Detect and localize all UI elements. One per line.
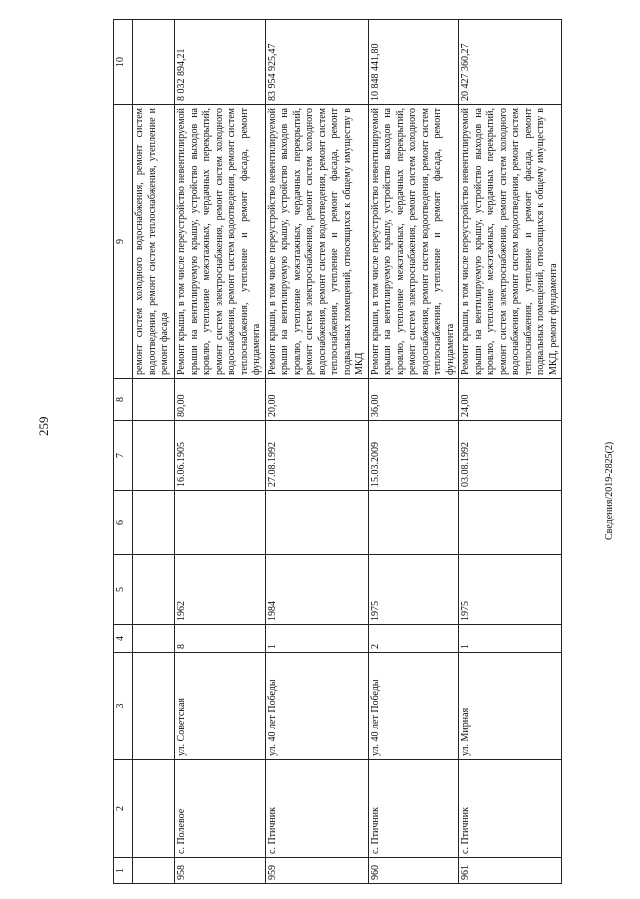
- works-cell: Ремонт крыши, в том числе переустройство невентилируемой крыши на вентилируемую крышу, устройство выходов на кровлю, утепление межэтажных, чердачных перекрытий, ремонт систем электроснабжения, ремонт систем холодного водоснабжения, ремонт систем водоотведения, ремонт систем теплоснабжения, утепление и ремонт фасада, ремонт фундамента: [368, 105, 459, 379]
- continuation-row: [133, 20, 175, 884]
- date-cell: 16.06.1905: [175, 421, 266, 491]
- value-cell: 24,00: [459, 379, 562, 421]
- street-cell: ул. 40 лет Победы: [368, 653, 459, 760]
- rotated-table-container: [113, 20, 559, 884]
- date-cell: 15.03.2009: [368, 421, 459, 491]
- empty-cell: [175, 491, 266, 555]
- row-number: 960: [368, 858, 459, 884]
- value-cell: 20,00: [265, 379, 368, 421]
- street-cell: ул. Мирная: [459, 653, 562, 760]
- works-cell: Ремонт крыши, в том числе переустройство невентилируемой крыши на вентилируемую крышу, устройство выходов на кровлю, утепление межэтажных, чердачных перекрытий, ремонт систем электроснабжения, ремонт систем холодного водоснабжения, ремонт систем водоотведения, ремонт систем теплоснабжения, утепление и ремонт фасада, ремонт подвальных помещений, относящихся к общему имуществу в МКД: [265, 105, 368, 379]
- value-cell: 36,00: [368, 379, 459, 421]
- settlement-cell: с. Птичник: [368, 760, 459, 858]
- value-cell: 80,00: [175, 379, 266, 421]
- empty-cell: [368, 491, 459, 555]
- settlement-cell: с. Птичник: [265, 760, 368, 858]
- house-cell: 8: [175, 625, 266, 653]
- empty-cell: [265, 491, 368, 555]
- cost-cell: 20 427 360,27: [459, 20, 562, 105]
- column-header: 7: [114, 421, 133, 491]
- table-row: [265, 20, 368, 884]
- row-number: 958: [175, 858, 266, 884]
- column-header: 5: [114, 555, 133, 625]
- empty-cell: [459, 491, 562, 555]
- house-cell: 1: [265, 625, 368, 653]
- year-cell: 1975: [368, 555, 459, 625]
- column-header: 8: [114, 379, 133, 421]
- cost-cell: 8 032 894,21: [175, 20, 266, 105]
- column-header: 2: [114, 760, 133, 858]
- house-cell: 1: [459, 625, 562, 653]
- table-row: [459, 20, 562, 884]
- column-header: 3: [114, 653, 133, 760]
- settlement-cell: с. Полевое: [175, 760, 266, 858]
- table-row: [175, 20, 266, 884]
- row-number: 959: [265, 858, 368, 884]
- year-cell: 1962: [175, 555, 266, 625]
- street-cell: ул. 40 лет Победы: [265, 653, 368, 760]
- street-cell: ул. Советская: [175, 653, 266, 760]
- document-code: Сведения/2019-2825(2): [604, 441, 615, 540]
- column-number-row: [114, 20, 133, 884]
- column-header: 1: [114, 858, 133, 884]
- date-cell: 03.08.1992: [459, 421, 562, 491]
- settlement-cell: с. Птичник: [459, 760, 562, 858]
- year-cell: 1975: [459, 555, 562, 625]
- works-cell: Ремонт крыши, в том числе переустройство невентилируемой крыши на вентилируемую крышу, устройство выходов на кровлю, утепление межэтажных, чердачных перекрытий, ремонт систем электроснабжения, ремонт систем холодного водоснабжения, ремонт систем водоотведения, ремонт систем теплоснабжения, утепление и ремонт фасада, ремонт фундамента: [175, 105, 266, 379]
- repair-program-table: [113, 19, 562, 884]
- column-header: 6: [114, 491, 133, 555]
- column-header: 10: [114, 20, 133, 105]
- column-header: 9: [114, 105, 133, 379]
- year-cell: 1984: [265, 555, 368, 625]
- works-cell: ремонт систем холодного водоснабжения, ремонт систем водоотведения, ремонт систем теплоснабжения, утепление и ремонт фасада: [133, 105, 175, 379]
- date-cell: 27.08.1992: [265, 421, 368, 491]
- column-header: 4: [114, 625, 133, 653]
- row-number: 961: [459, 858, 562, 884]
- table-row: [368, 20, 459, 884]
- cost-cell: 10 848 441,80: [368, 20, 459, 105]
- works-cell: Ремонт крыши, в том числе переустройство невентилируемой крыши на вентилируемую крышу, устройство выходов на кровлю, утепление межэтажных, чердачных перекрытий, ремонт систем электроснабжения, ремонт систем холодного водоснабжения, ремонт систем водоотведения, ремонт систем теплоснабжения, утепление и ремонт фасада, ремонт подвальных помещений, относящихся к общему имуществу в МКД, ремонт фундамента: [459, 105, 562, 379]
- page-number: 259: [36, 416, 51, 436]
- house-cell: 2: [368, 625, 459, 653]
- cost-cell: 83 954 925,47: [265, 20, 368, 105]
